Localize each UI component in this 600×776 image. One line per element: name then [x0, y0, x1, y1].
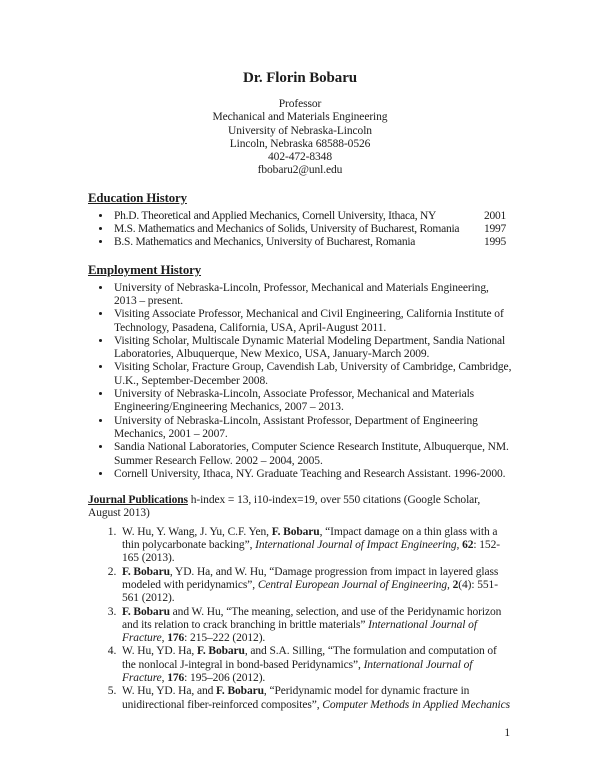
publication-segment: F. Bobaru [122, 605, 170, 618]
publication-segment: F. Bobaru [216, 685, 264, 698]
publication-segment: (4): 551-561 (2012). [122, 578, 498, 605]
publication-segment: W. Hu, YD. Ha, and [122, 685, 217, 698]
employment-heading [88, 263, 512, 278]
publication-segment: F. Bobaru [196, 645, 245, 658]
education-row [114, 223, 512, 236]
publications-list [88, 526, 512, 712]
employment-item: • University of Nebraska-Lincoln, Professor, Mechanical and Materials Engineering, 2013 – present. [112, 282, 512, 309]
publication-segment: : 195–206 (2012). [184, 671, 266, 684]
education-heading [88, 191, 512, 206]
publication-segment: and W. Hu, “The meaning, selection, and use of the Peridynamic horizon and its relation to crack branching in brittle materials” [122, 605, 502, 631]
education-list [88, 210, 512, 250]
publication-item [119, 526, 512, 566]
publication-segment: : 152- 165 (2013). [122, 539, 500, 565]
publications-summary: h-index = 13, i10-index=19, over 550 citations (Google Scholar, August 2013) [88, 494, 481, 520]
publication-segment: W. Hu, YD. Ha, [122, 645, 197, 658]
education-row [114, 236, 512, 249]
employment-item: • Visiting Associate Professor, Mechanical and Civil Engineering, California Institute of Technology, Pasadena, California, USA, April-August 2011. [112, 308, 512, 335]
publication-segment: 62 [462, 539, 474, 552]
page-number: 1 [504, 726, 510, 739]
employment-item: • Sandia National Laboratories, Computer Science Research Institute, Albuquerque, NM. Summer Research Fellow. 2002 – 2004, 2005. [112, 441, 512, 468]
employment-heading-text: Employment History [88, 262, 202, 277]
education-text: • B.S. Mathematics and Mechanics, University of Bucharest, Romania [114, 236, 416, 249]
publication-segment: F. Bobaru [122, 565, 170, 578]
employment-item: • University of Nebraska-Lincoln, Assistant Professor, Department of Engineering Mechanics, 2001 – 2007. [112, 415, 512, 442]
education-year: 1997 [484, 223, 506, 236]
publication-segment: , YD. Ha, and W. Hu, “Damage progression from impact in layered glass modeled with peridynamics”, [122, 565, 499, 591]
education-item [112, 210, 512, 223]
contact-line-role: Professor [278, 98, 322, 110]
publication-item [119, 566, 512, 606]
publication-segment: Central European Journal of Engineering, [257, 578, 450, 591]
publication-item [119, 645, 512, 685]
contact-block [88, 98, 512, 178]
education-year: 1995 [484, 236, 506, 249]
publication-segment: : 215–222 (2012). [184, 632, 266, 645]
publication-segment: , and S.A. Silling, “The formulation and computation of the nonlocal J-integral in bond-based Peridynamics”, [122, 645, 497, 671]
education-text: • Ph.D. Theoretical and Applied Mechanics, Cornell University, Ithaca, NY [114, 209, 437, 222]
employment-item: • Cornell University, Ithaca, NY. Graduate Teaching and Research Assistant. 1996-2000. [112, 468, 512, 481]
education-heading-text: Education History [88, 190, 187, 205]
publication-segment: F. Bobaru [271, 525, 320, 538]
publication-segment: 176 [167, 632, 185, 645]
publication-segment: Computer Methods in Applied Mechanics [322, 698, 511, 711]
publication-item [119, 606, 512, 646]
publication-item [119, 685, 512, 712]
education-row [114, 210, 512, 223]
publication-segment: International Journal of Fracture [122, 618, 477, 645]
contact-line-address: Lincoln, Nebraska 68588-0526 [229, 137, 371, 150]
contact-line-phone: 402-472-8348 [268, 151, 332, 164]
page-title: Dr. Florin Bobaru [242, 70, 357, 86]
publication-segment: , [161, 671, 168, 684]
education-item [112, 223, 512, 236]
employment-item: • Visiting Scholar, Multiscale Dynamic Material Modeling Department, Sandia National Laboratories, Albuquerque, New Mexico, USA, January-March 2009. [112, 335, 512, 362]
publication-segment: , “Peridynamic model for dynamic fracture in unidirectional fiber-reinforced composites”, [122, 685, 470, 711]
contact-line-email: fbobaru2@unl.edu [257, 164, 343, 177]
publications-intro [88, 494, 512, 521]
education-item [112, 236, 512, 249]
publication-segment: International Journal of Fracture [122, 658, 473, 684]
contact-line-university: University of Nebraska-Lincoln [228, 124, 372, 137]
publication-segment: 176 [167, 671, 185, 684]
publication-segment: International Journal of Impact Engineering, [255, 539, 460, 552]
publications-heading-text: Journal Publications [88, 494, 188, 507]
publication-segment: W. Hu, Y. Wang, J. Yu, C.F. Yen, [122, 525, 272, 538]
employment-item: • University of Nebraska-Lincoln, Associate Professor, Mechanical and Materials Engineering/Engineering Mechanics, 2007 – 2013. [112, 388, 512, 415]
contact-line-department: Mechanical and Materials Engineering [212, 111, 388, 124]
publication-segment: , “Impact damage on a thin glass with a thin polycarbonate backing”, [122, 525, 498, 552]
publication-segment: , [161, 632, 168, 645]
publication-segment: 2 [452, 578, 459, 591]
education-text: • M.S. Mathematics and Mechanics of Solids, University of Bucharest, Romania [114, 223, 460, 236]
education-year: 2001 [484, 209, 506, 222]
employment-item: • Visiting Scholar, Fracture Group, Cavendish Lab, University of Cambridge, Cambridge, U.K., September-December 2008. [112, 361, 512, 388]
employment-list [88, 282, 512, 481]
